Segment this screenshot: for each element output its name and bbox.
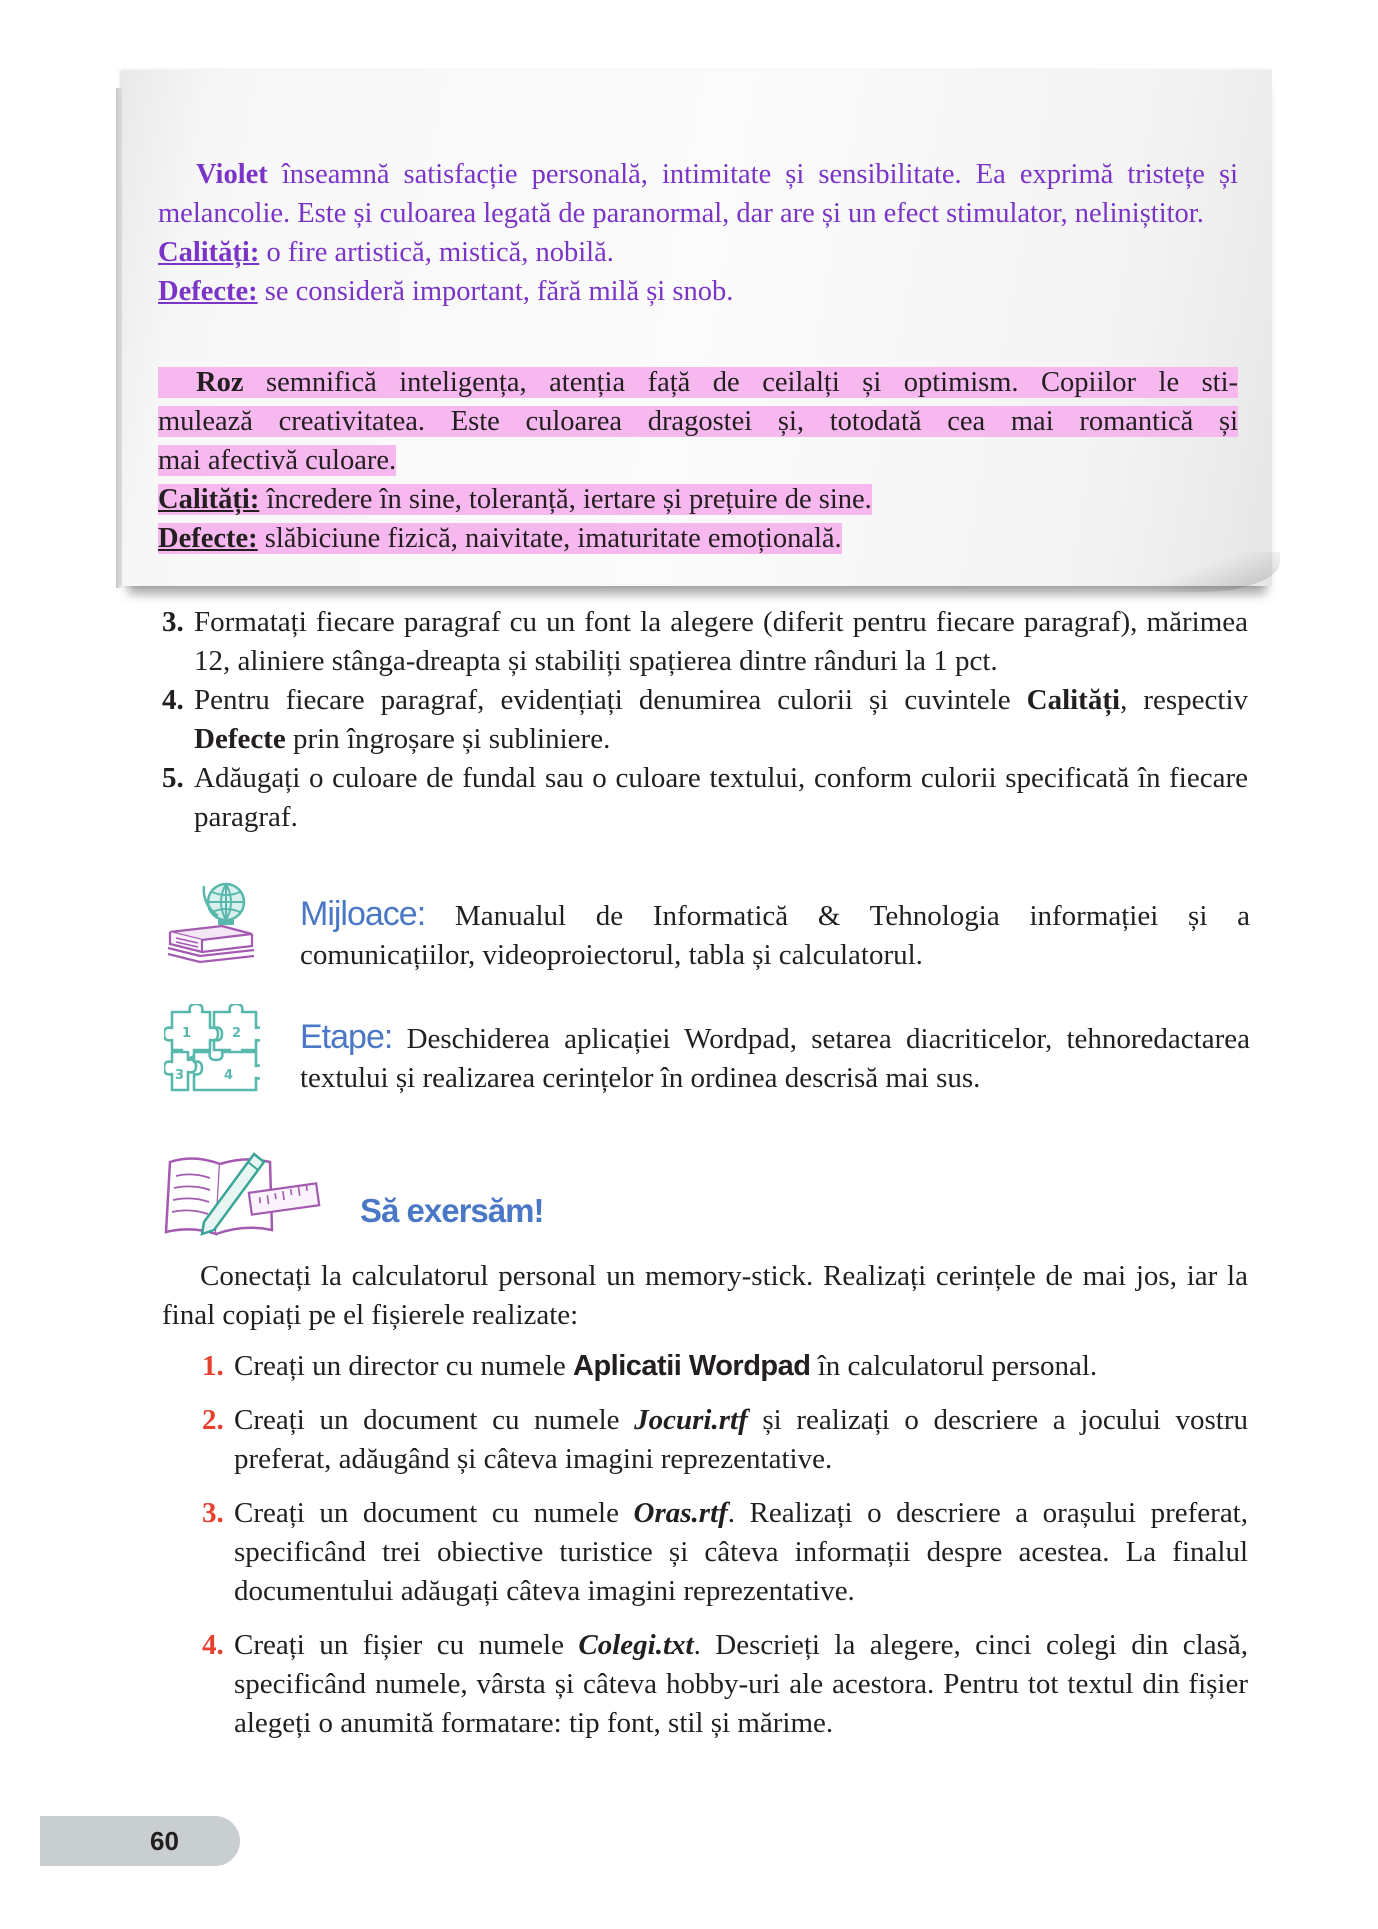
exercise-intro-text: Conectați la calculatorul personal un memory-stick. Realizați cerințele de mai jos, iar la final copiați pe el fișierele realizate: <box>162 1260 1248 1331</box>
roz-line-3 <box>158 441 1238 480</box>
exercise-number: 4. <box>202 1629 224 1661</box>
exercise-intro <box>162 1257 1248 1335</box>
task-number: 4. <box>162 684 184 716</box>
roz-line-2 <box>158 402 1238 441</box>
roz-text-2: mulează creativitatea. Este culoarea dragostei și, totodată cea mai romantică și <box>158 406 1238 437</box>
task-item <box>162 603 1248 681</box>
svg-text:3: 3 <box>175 1068 185 1083</box>
roz-defects-label: Defecte: <box>158 523 258 554</box>
roz-keyword: Roz <box>196 367 244 398</box>
violet-defects-text: se consideră important, fără milă și snob. <box>257 276 734 307</box>
roz-paragraph <box>158 363 1238 558</box>
task-item <box>162 681 1248 759</box>
violet-keyword: Violet <box>196 159 268 190</box>
exercise-file-name: Jocuri.rtf <box>634 1404 748 1436</box>
paper-note <box>122 70 1272 586</box>
exercise-file-name: Oras.rtf <box>633 1497 728 1529</box>
task-text: prin îngroșare și subliniere. <box>285 723 611 755</box>
etape-section <box>300 1018 1250 1098</box>
roz-qualities <box>158 480 1238 519</box>
page-number-tab <box>40 1816 240 1866</box>
exercise-item <box>202 1494 1248 1611</box>
note-page-curl <box>1140 552 1280 592</box>
roz-defects <box>158 519 1238 558</box>
mijloace-heading: Mijloace: <box>300 895 426 933</box>
task-item <box>162 759 1248 837</box>
exercise-item <box>202 1626 1248 1743</box>
etape-text: Deschiderea aplicației Wordpad, setarea diacriticelor, tehnoredactarea textului și realizarea cerințelor în ordinea descrisă mai sus. <box>300 1023 1250 1094</box>
roz-qualities-label: Calități: <box>158 484 260 515</box>
violet-paragraph <box>158 155 1238 311</box>
task-text: , respectiv <box>1120 684 1248 716</box>
roz-line-1 <box>158 363 1238 402</box>
exercise-text: și realizați o descriere a jocului vostru preferat, adăugând și câteva imagini reprezentative. <box>234 1404 1248 1475</box>
exercise-number: 1. <box>202 1350 224 1382</box>
task-list <box>162 603 1248 837</box>
exercise-item <box>202 1347 1248 1386</box>
violet-defects <box>158 272 1238 311</box>
task-text: Formatați fiecare paragraf cu un font la alegere (diferit pentru fiecare paragraf), mărimea 12, aliniere stânga-dreapta și stabiliți spațierea dintre rânduri la 1 pct. <box>194 606 1248 677</box>
violet-qualities <box>158 233 1238 272</box>
violet-qualities-label: Calități: <box>158 237 260 268</box>
puzzle-icon <box>164 1004 260 1094</box>
roz-text-1: semnifică inteligența, atenția față de ceilalți și optimism. Copiilor le sti- <box>243 367 1238 398</box>
task-text: Pentru fiecare paragraf, evidențiați denumirea culorii și cuvintele <box>194 684 1027 716</box>
task-number: 3. <box>162 606 184 638</box>
roz-qualities-text: încredere în sine, toleranță, iertare și prețuire de sine. <box>259 484 872 515</box>
exercise-number: 2. <box>202 1404 224 1436</box>
notebook-pencil-ruler-icon <box>164 1150 324 1240</box>
page-number: 60 <box>150 1826 179 1856</box>
exercise-folder-name: Aplicatii Wordpad <box>573 1350 811 1382</box>
violet-qualities-text: o fire artistică, mistică, nobilă. <box>259 237 614 268</box>
exercise-item <box>202 1401 1248 1479</box>
task-text: Adăugați o culoare de fundal sau o culoare textului, conform culorii specificată în fiecare paragraf. <box>194 762 1248 833</box>
svg-text:2: 2 <box>232 1026 242 1041</box>
violet-description <box>158 155 1238 233</box>
exercise-text: în calculatorul personal. <box>810 1350 1098 1382</box>
task-bold-word: Defecte <box>194 723 286 755</box>
exercise-title: Să exersăm! <box>360 1192 544 1229</box>
exercise-list <box>202 1347 1248 1758</box>
etape-heading: Etape: <box>300 1018 393 1056</box>
globe-books-icon <box>162 876 262 964</box>
mijloace-text: Manualul de Informatică & Tehnologia informației și a comunicațiilor, videoproiectorul, tabla și calculatorul. <box>300 900 1250 971</box>
exercise-text: . Descrieți la alegere, cinci colegi din clasă, specificând numele, vârsta și câteva hobby-uri ale acestora. Pentru tot textul din fișier alegeți o anumită formatare: tip font, stil și mărime. <box>234 1629 1248 1739</box>
exercise-text: Creați un document cu numele <box>234 1497 634 1529</box>
roz-text-3: mai afectivă culoare. <box>158 445 397 476</box>
exercise-text: Creați un director cu numele <box>234 1350 574 1382</box>
exercise-text: . Realizați o descriere a orașului preferat, specificând trei obiective turistice și câteva informații despre acestea. La finalul documentului adăugați câteva imagini reprezentative. <box>234 1497 1248 1607</box>
exercise-text: Creați un fișier cu numele <box>234 1629 579 1661</box>
exercise-text: Creați un document cu numele <box>234 1404 635 1436</box>
roz-defects-text: slăbiciune fizică, naivitate, imaturitate emoțională. <box>257 523 842 554</box>
exercise-number: 3. <box>202 1497 224 1529</box>
svg-text:4: 4 <box>224 1068 234 1083</box>
violet-text: înseamnă satisfacție personală, intimitate și sensibilitate. Ea exprimă tristețe și melancolie. Este și culoarea legată de paranormal, dar are și un efect stimulator, neliniștitor. <box>158 159 1238 229</box>
task-bold-word: Calități <box>1026 684 1121 716</box>
violet-defects-label: Defecte: <box>158 276 258 307</box>
svg-text:1: 1 <box>182 1026 192 1041</box>
task-number: 5. <box>162 762 184 794</box>
mijloace-section <box>300 895 1250 975</box>
exercise-file-name: Colegi.txt <box>578 1629 694 1661</box>
